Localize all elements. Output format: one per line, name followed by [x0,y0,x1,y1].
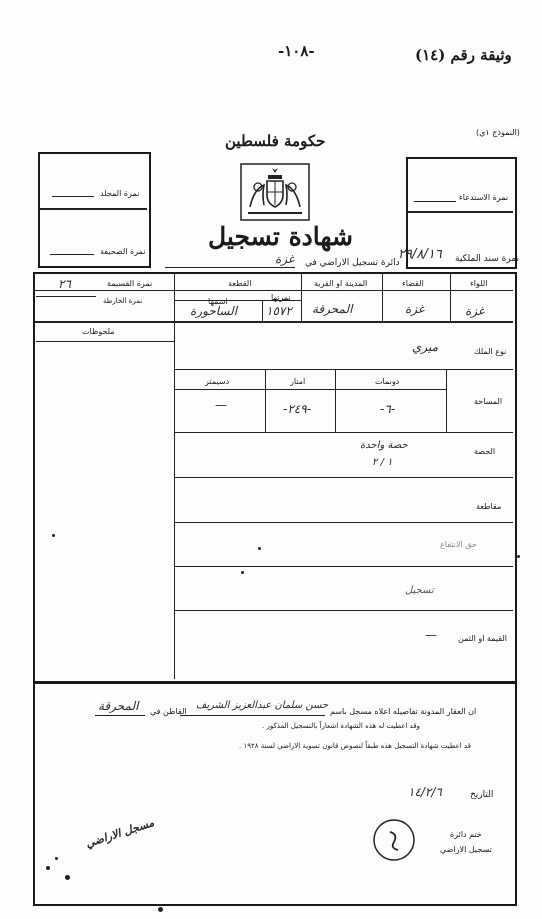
seal-stamp-icon [372,818,416,862]
parcel-number-header: نمرتها [271,293,291,302]
registry-office-label: دائرة تسجيل الاراضي في [305,258,400,268]
parcel-name-value: الساحورة [190,304,238,318]
owner-name: حسن سلمان عبدالعزيز الشريف [196,700,329,711]
meters-value: -٢٤٩- [283,402,312,416]
property-type-label: نوع الملك [474,347,507,356]
parcel-group-header: القطعة [228,279,252,288]
plot-number-header: نمرة القسيمة [107,279,153,288]
residence-value: المحرقة [98,699,139,713]
parcel-name-header: اسمها [208,297,228,306]
town-header: المدينة او القرية [314,279,368,288]
volume-number-label: نمرة المجلد [100,189,140,198]
certification-line-2: وقد اعطيت له هذه الشهادة اشعاراً بالتسجيل المذكور . [262,722,420,730]
area-label: المساحة [474,397,503,406]
map-number-header: نمرة الخارطة [103,297,143,305]
district-value: غزة [465,304,485,318]
seal-label-line-1: ختم دائرة [450,830,482,839]
subdistrict-value: غزة [405,302,425,316]
deed-number-label: نمرة سند الملكية [455,254,520,264]
value-value: — [425,628,437,642]
form-code: (النموذج ١ي) [476,128,520,137]
plot-number-value: ٢٦ [58,277,71,291]
page-number-label: نمرة الصحيفة [100,247,146,256]
date-value: ١٤/٢/٦ [408,785,442,799]
application-number-label: نمرة الاستدعاء [459,193,509,202]
document-label: وثيقة رقم (١٤) [415,46,512,64]
dunums-value: -٦- [380,402,396,416]
meters-label: امتار [290,377,306,386]
notes-header: ملحوظات [82,327,115,336]
coat-of-arms-icon [240,163,310,221]
deed-number-value: ٢٩/٨/١٦ [398,247,442,262]
decimeters-value: — [215,398,227,412]
registrar-signature: مسجل الاراضي [84,816,156,851]
decimeters-label: دسيمتر [205,377,230,386]
seal-label-line-2: تسجيل الاراضي [440,845,492,854]
mortgage-value: تسجيل [405,585,434,596]
certification-line-1-residence-label: القاطن في [150,707,187,716]
date-label: التاريخ [470,790,494,800]
government-heading: حكومة فلسطين [225,132,326,150]
property-type-value: ميري [412,340,439,354]
usufruct-label: حق الانتفاع [440,540,477,549]
subdistrict-header: القضاء [402,279,424,288]
registry-office-value: غزة [275,252,295,266]
page-number: -١٠٨- [278,42,315,60]
district-header: اللواء [470,279,488,288]
document-title: شهادة تسجيل [208,222,353,251]
value-label: القيمة او الثمن [458,634,507,643]
share-value: حصة واحدة [360,440,408,451]
town-value: المحرقة [312,302,353,316]
boundaries-label: مقاطعة [476,502,502,511]
certification-line-1-intro: ان العقار المدونة تفاصيله اعلاه مسجل باسم [330,707,477,716]
parcel-number-value: ١٥٧٢ [266,304,292,318]
certification-line-3: قد اعطيت شهادة التسجيل هذه طبقاً لنصوص قانون تسوية الاراضي لسنة ١٩٢٨ . [239,742,471,750]
dunums-label: دونمات [375,377,400,386]
share-label: الحصة [474,447,496,456]
share-fraction: ١ / ٢ [372,457,393,468]
